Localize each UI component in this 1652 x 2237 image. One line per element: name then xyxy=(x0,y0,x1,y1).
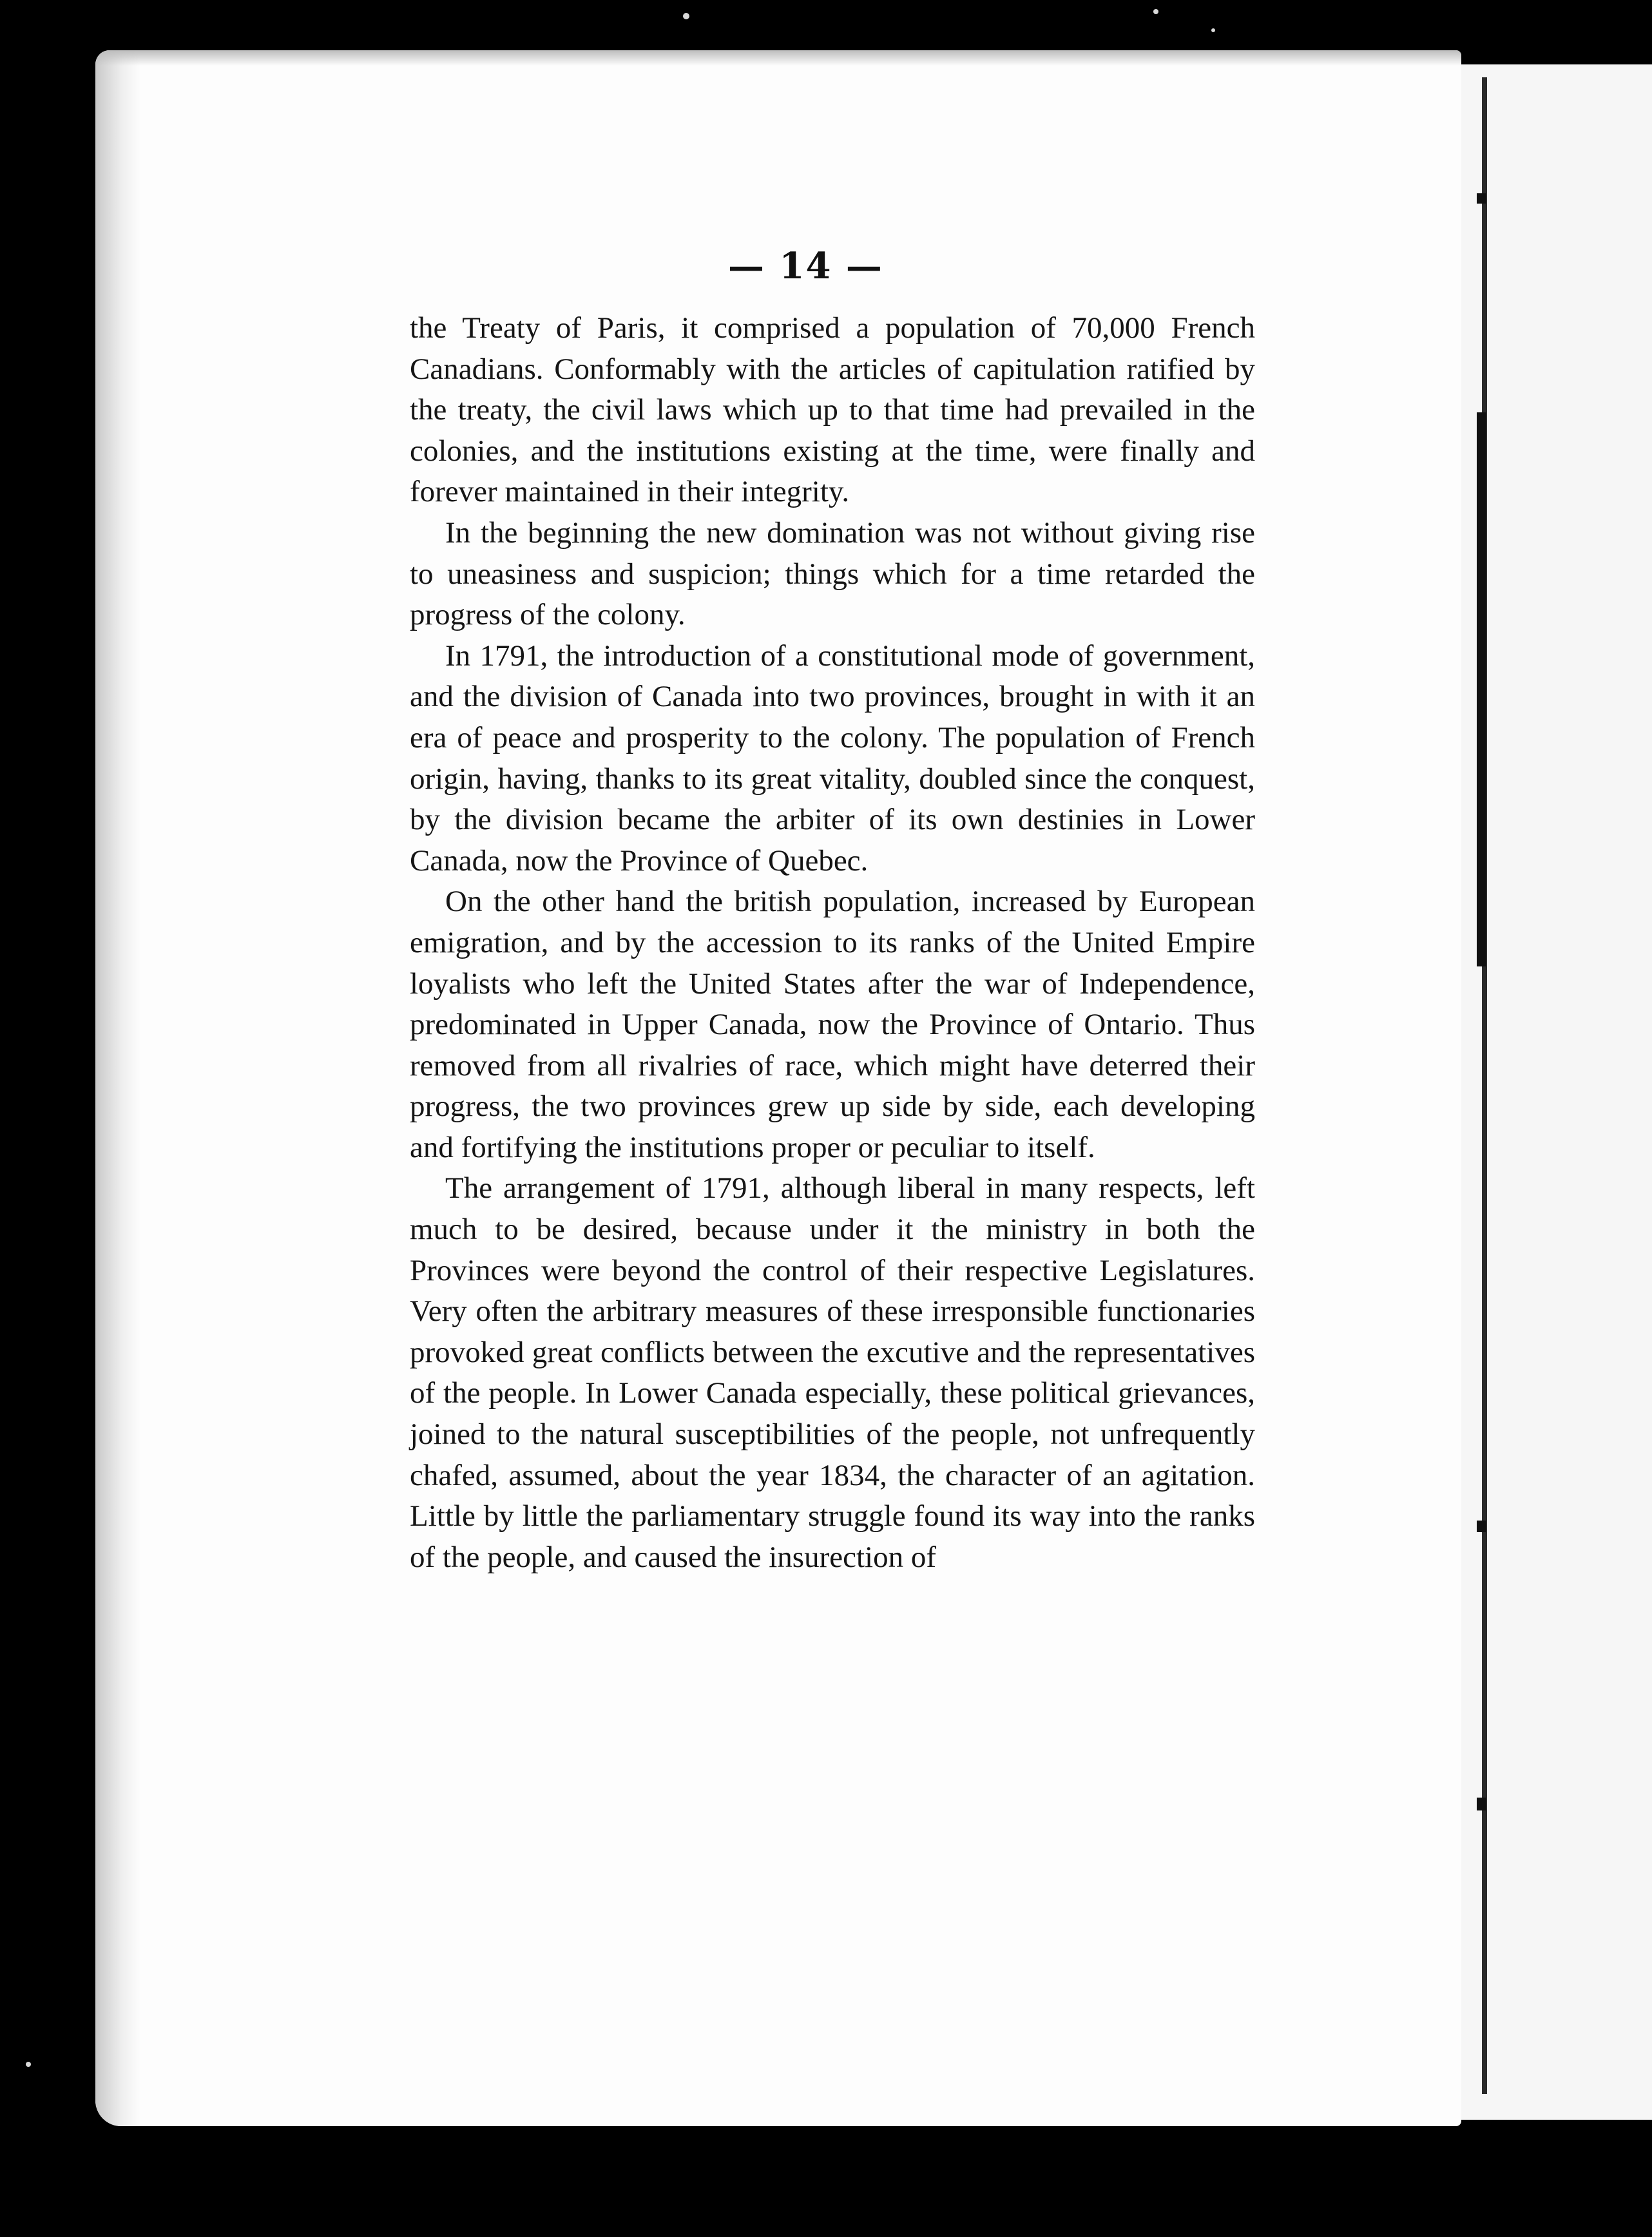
scan-speck xyxy=(1153,9,1158,14)
scan-speck xyxy=(1211,28,1215,32)
binding-mark xyxy=(1477,1521,1486,1532)
paragraph: In 1791, the introduction of a constitutional mode of government, and the division of Canada into two provinces, brought in with it an era of peace and prosperity to the colony. The population of French origin, having, thanks to its great vitality, doubled since the conquest, by the division became the arbiter of its own destinies in Lower Canada, now the Province of Quebec. xyxy=(410,638,1255,878)
paragraph: In the beginning the new domination was not without giving rise to uneasiness and suspicion; things which for a time retarded the progress of the colony. xyxy=(410,515,1255,632)
binding-spine xyxy=(1482,77,1487,2094)
binding-mark xyxy=(1477,1798,1486,1810)
paragraph: The arrangement of 1791, although liberal in many respects, left much to be desired, because under it the ministry in both the Provinces were beyond the control of their respective Legislatures. Very often the arbitrary measures of these irresponsible functionaries provoked great conflicts between the excutive and the representatives of the people. In Lower Canada especially, these political grievances, joined to the natural susceptibilities of the people, not unfrequently chafed, assumed, about the year 1834, the character of an agitation. Little by little the parliamentary struggle found its way into the ranks of the people, and caused the insurection of xyxy=(410,1171,1255,1574)
binding-mark xyxy=(1477,193,1486,204)
page-top-shadow xyxy=(95,50,1461,66)
paragraph: On the other hand the british population, increased by European emigration, and by the accession to its ranks of the United Empire loyalists who left the United States after the war of Independence, predominated in Upper Canada, now the Province of Ontario. Thus removed from all rivalries of race, which might have deterred their progress, the two provinces grew up side by side, each developing and fortifying the institutions proper or peculiar to itself. xyxy=(410,885,1255,1164)
page-gutter-shadow xyxy=(95,50,140,2126)
page-number: — 14 — xyxy=(728,245,883,287)
body-text xyxy=(410,308,1255,1578)
binding-bracket xyxy=(1477,412,1486,966)
scan-speck xyxy=(26,2062,31,2067)
adjacent-page-strip xyxy=(1461,64,1652,2120)
scan-speck xyxy=(683,13,689,19)
paragraph: the Treaty of Paris, it comprised a population of 70,000 French Canadians. Conformably with the articles of capitulation ratified by the treaty, the civil laws which up to that time had prevailed in the colonies, and the institutions existing at the time, were finally and forever maintained in their integrity. xyxy=(410,311,1255,509)
